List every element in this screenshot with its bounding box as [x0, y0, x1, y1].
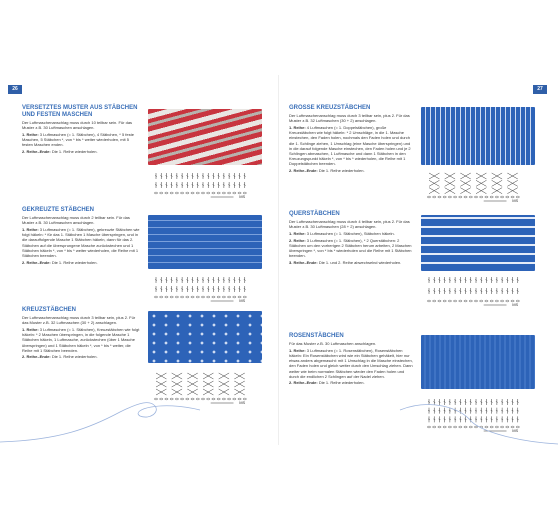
chart-chain-stitch [160, 296, 163, 298]
section-title: KREUZSTÄBCHEN [22, 307, 76, 313]
crochet-chart-6 [421, 395, 535, 433]
chart-chain-stitch [480, 426, 483, 428]
chart-chain-stitch [175, 296, 178, 298]
section-body: Für das Muster z.B. 30 Luftmaschen anschlagen. 1. Reihe: 3 Luftmaschen (= 1. Rosenstäbchen), Rosenstäbchen häkeln: Ein Rosenstäbchen wird wie ein Stäbchen gehäkelt, hier nur etwas anders abgemascht: mit 1 Umschlag in die Masche einstechen, den Faden holen und gleich weiter durch den Umschlag ziehen. Dann weiter wie beim normalen Stäbchen wieder den Faden holen und durch die endlichen 2 Schlingen auf der Nadel ziehen. 2. Reihe–Ende: Die 1. Reihe wiederholen. [289, 341, 413, 386]
chart-ms-label: MS [512, 302, 519, 307]
crochet-chart-2 [148, 273, 262, 303]
chart-chain-stitch [427, 196, 430, 198]
chart-chain-stitch [448, 300, 451, 302]
section-versetztes [22, 105, 140, 156]
chart-chain-stitch [485, 196, 488, 198]
chart-chain-stitch [427, 300, 430, 302]
swatch-photo-kreuzstaebchen [148, 311, 262, 363]
section-title: ROSENSTÄBCHEN [289, 333, 344, 339]
chart-chain-stitch [170, 398, 173, 400]
chart-chain-stitch [207, 296, 210, 298]
chart-chain-stitch [459, 426, 462, 428]
chart-ms-label: MS [239, 400, 246, 405]
chart-chain-stitch [469, 196, 472, 198]
chart-chain-stitch [469, 426, 472, 428]
chart-chain-stitch [196, 398, 199, 400]
chart-chain-stitch [186, 192, 189, 194]
chart-chain-stitch [160, 398, 163, 400]
chart-chain-stitch [175, 192, 178, 194]
chart-chain-stitch [464, 300, 467, 302]
chart-chain-stitch [217, 296, 220, 298]
section-kreuzstaebchen [22, 307, 140, 361]
chart-chain-stitch [217, 192, 220, 194]
chart-chain-stitch [212, 398, 215, 400]
chart-chain-stitch [506, 300, 509, 302]
chart-chain-stitch [454, 300, 457, 302]
chart-chain-stitch [228, 398, 231, 400]
chart-chain-stitch [459, 300, 462, 302]
page-number-left: 26 [8, 85, 22, 94]
chart-chain-stitch [427, 426, 430, 428]
chart-chain-stitch [154, 192, 157, 194]
chart-chain-stitch [506, 426, 509, 428]
swatch-photo-querstaebchen [421, 215, 535, 271]
swatch-photo-stripes [148, 109, 262, 165]
section-querstaebchen [289, 211, 413, 267]
chart-chain-stitch [201, 192, 204, 194]
chart-chain-stitch [438, 196, 441, 198]
chart-chain-stitch [191, 398, 194, 400]
chart-chain-stitch [495, 300, 498, 302]
chart-chain-stitch [201, 296, 204, 298]
chart-chain-stitch [228, 192, 231, 194]
section-body: Der Luftmaschenanschlag muss durch 3 teilbar sein, plus 2. Für das Muster z.B. 32 Luftmaschen (30 + 2) anschlagen. 1. Reihe: 3 Luftmaschen (= 1. Stäbchen), Kreuzstäbchen wie folgt häkeln: * 2 Maschen überspringen, in die folgende Masche 1 Stäbchen häkeln, 1 Luftmasche, zurückstechen (über 1 Masche überspringen) und 1 Stäbchen häkeln *, von * bis * weiter, die Reihe mit 1 Stäbchen beenden. 2. Reihe–Ende: Die 1. Reihe wiederholen. [22, 315, 140, 360]
section-title: VERSETZTES MUSTER AUS STÄBCHEN UND FESTEN MASCHEN [22, 105, 138, 118]
crochet-chart-1 [148, 169, 262, 199]
chart-chain-stitch [212, 192, 215, 194]
page-number-right: 27 [533, 85, 547, 94]
chart-chain-stitch [165, 398, 168, 400]
left-page [8, 75, 276, 445]
chart-chain-stitch [474, 196, 477, 198]
chart-chain-stitch [438, 426, 441, 428]
chart-chain-stitch [154, 398, 157, 400]
chart-chain-stitch [495, 426, 498, 428]
section-body: Der Luftmaschenanschlag muss durch 3 teilbar sein, plus 2. Für das Muster z.B. 32 Luftmaschen (30 + 2) anschlagen. 1. Reihe: 4 Luftmaschen (= 1. Doppelstäbchen), große Kreuzstäbchen wie folgt häkeln: * 2 Umschläge, in die 1. Masche einstechen, den Faden holen, nochmals den Faden holen und durch die 1. Schlinge ziehen, 1 Umschlag (eine Masche überspringen) und in die darauf folgende Masche einstechen, den Faden holen und je 2 Schlingen abmaschen, 1 Luftmasche und dann 1 Stäbchen in den Kreuzungspunkt häkeln *, von * bis * wiederholen, die Reihe mit 1 Doppelstäbchen beenden. 2. Reihe–Ende: Die 1. Reihe wiederholen. [289, 113, 411, 174]
swatch-photo-grosse-kreuzstaebchen [421, 107, 535, 165]
section-title: GROSSE KREUZSTÄBCHEN [289, 105, 371, 111]
chart-chain-stitch [433, 196, 436, 198]
chart-chain-stitch [212, 296, 215, 298]
chart-chain-stitch [196, 296, 199, 298]
chart-chain-stitch [191, 192, 194, 194]
chart-chain-stitch [228, 296, 231, 298]
section-body: Der Luftmaschenanschlag muss durch 10 teilbar sein. Für das Muster z.B. 30 Luftmaschen anschlagen. 1. Reihe: 3 Luftmaschen (= 1. Stäbchen), 4 Stäbchen, * 5 feste Maschen, 5 Stäbchen *, von * bis * weiter wiederholen, mit 5 festen Maschen enden. 2. Reihe–Ende: Die 1. Reihe wiederholen. [22, 120, 134, 155]
chart-chain-stitch [485, 426, 488, 428]
chart-chain-stitch [433, 426, 436, 428]
chart-chain-stitch [186, 398, 189, 400]
section-grosse-kreuzstaebchen [289, 105, 413, 175]
chart-chain-stitch [474, 300, 477, 302]
crochet-chart-3 [148, 369, 262, 405]
chart-chain-stitch [154, 296, 157, 298]
swatch-photo-gekreuzte [148, 215, 262, 269]
swatch-photo-rosenstaebchen [421, 335, 535, 389]
chart-chain-stitch [454, 426, 457, 428]
chart-chain-stitch [233, 296, 236, 298]
chart-chain-stitch [485, 300, 488, 302]
chart-chain-stitch [217, 398, 220, 400]
section-title: GEKREUZTE STÄBCHEN [22, 207, 95, 213]
chart-chain-stitch [222, 398, 225, 400]
chart-ms-label: MS [239, 298, 246, 303]
chart-chain-stitch [222, 296, 225, 298]
section-rosenstaebchen [289, 333, 413, 387]
chart-chain-stitch [480, 196, 483, 198]
chart-chain-stitch [181, 296, 184, 298]
chart-chain-stitch [196, 192, 199, 194]
chart-chain-stitch [490, 196, 493, 198]
chart-chain-stitch [165, 192, 168, 194]
chart-chain-stitch [186, 296, 189, 298]
chart-chain-stitch [160, 192, 163, 194]
chart-chain-stitch [469, 300, 472, 302]
chart-chain-stitch [207, 192, 210, 194]
chart-chain-stitch [222, 192, 225, 194]
chart-ms-label: MS [512, 428, 519, 433]
chart-chain-stitch [464, 426, 467, 428]
crochet-chart-4 [421, 169, 535, 203]
section-body: Der Luftmaschenanschlag muss durch 2 teilbar sein. Für das Muster z.B. 30 Luftmaschen anschlagen. 1. Reihe: 3 Luftmaschen (= 1. Stäbchen), gekreuzte Stäbchen wie folgt häkeln: * für das 1. Stäbchen 1 Masche überspringen, und in die darauffolgende Masche 1 Stäbchen häkeln, dann für das 2. Stäbchen auf die übersprungene Masche zurückstechen und 1 Stäbchen häkeln *, von * bis * weiter wiederholen, die Reihe mit 1 Stäbchen beenden. 2. Reihe–Ende: Die 1. Reihe wiederholen. [22, 215, 140, 265]
chart-chain-stitch [448, 196, 451, 198]
chart-chain-stitch [459, 196, 462, 198]
chart-chain-stitch [170, 192, 173, 194]
section-body: Der Luftmaschenanschlag muss durch 4 teilbar sein, plus 2. Für das Muster z.B. 30 Luftmaschen (28 + 2) anschlagen. 1. Reihe: 3 Luftmaschen (= 1. Stäbchen), Stäbchen häkeln. 2. Reihe: 3 Luftmaschen (= 1. Stäbchen), * 2 Querstäbchen: 2 Stäbchen um den vorherigen 2 Stäbchen herum arbeiten, 2 Maschen überspringen *, von * bis * wiederholen und die Reihe mit 1 Stäbchen beenden. 3. Reihe–Ende: Die 1. und 2. Reihe abwechselnd wiederholen. [289, 219, 412, 265]
crochet-chart-5 [421, 273, 535, 307]
chart-chain-stitch [490, 300, 493, 302]
section-gekreuzte [22, 207, 140, 266]
chart-chain-stitch [443, 426, 446, 428]
gutter [278, 75, 279, 445]
right-page [283, 75, 551, 445]
chart-chain-stitch [474, 426, 477, 428]
chart-ms-label: MS [239, 194, 246, 199]
chart-chain-stitch [175, 398, 178, 400]
chart-chain-stitch [501, 300, 504, 302]
chart-chain-stitch [181, 398, 184, 400]
chart-chain-stitch [501, 196, 504, 198]
chart-chain-stitch [448, 426, 451, 428]
chart-chain-stitch [495, 196, 498, 198]
chart-chain-stitch [191, 296, 194, 298]
chart-chain-stitch [201, 398, 204, 400]
chart-chain-stitch [233, 192, 236, 194]
chart-chain-stitch [443, 300, 446, 302]
chart-chain-stitch [454, 196, 457, 198]
chart-chain-stitch [165, 296, 168, 298]
section-title: QUERSTÄBCHEN [289, 211, 340, 217]
chart-chain-stitch [438, 300, 441, 302]
chart-chain-stitch [433, 300, 436, 302]
chart-chain-stitch [490, 426, 493, 428]
chart-ms-label: MS [512, 198, 519, 203]
chart-chain-stitch [501, 426, 504, 428]
chart-chain-stitch [170, 296, 173, 298]
chart-chain-stitch [181, 192, 184, 194]
chart-chain-stitch [233, 398, 236, 400]
chart-chain-stitch [207, 398, 210, 400]
chart-chain-stitch [506, 196, 509, 198]
chart-chain-stitch [480, 300, 483, 302]
chart-chain-stitch [464, 196, 467, 198]
chart-chain-stitch [443, 196, 446, 198]
